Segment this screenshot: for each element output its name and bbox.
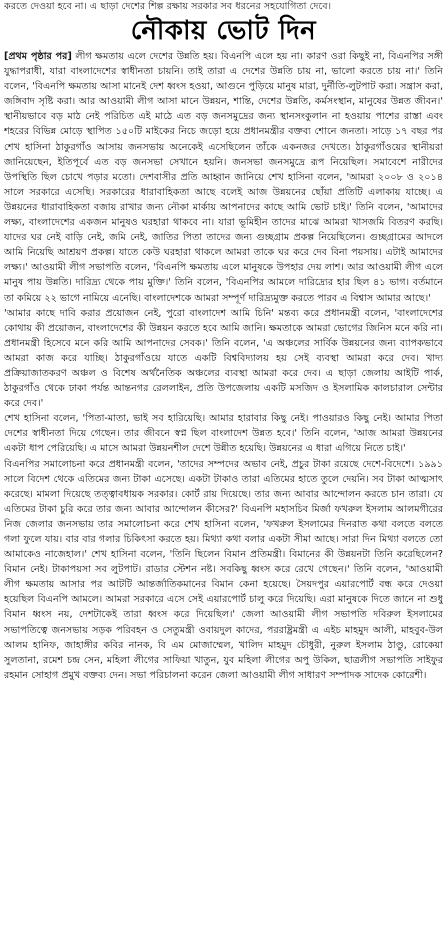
- article-paragraph: শেখ হাসিনা বলেন, 'পিতা-মাতা, ভাই সব হারিয়েছি। আমার হারাবার কিছু নেই। পাওয়ারও কিছু নেই। আমার পিতা দেশের স্বাধীনতা দিয়ে গেছেন। তার জীবনে স্বপ্ন ছিল বাংলাদেশ উন্নত হবে।' তিনি বলেন, 'আজ আমরা উন্নয়নের একটা ধাপ পেরিয়েছি। এ মাসে আমরা উন্নয়নশীল দেশে উন্নীত হয়েছি। উন্নয়নের এ ধারা এগিয়ে নিতে চাই।': [4, 413, 443, 455]
- paragraph-text: লীগ ক্ষমতায় এলে দেশের উন্নতি হয়। বিএনপি এলে হয় না। কারণ ওরা কিছুই না, বিএনপির সঙ্গী যুদ্ধাপরাধী, যারা বাংলাদেশের স্বাধীনতা চায়নি। তাই তারা এ দেশের উন্নতি চায় না, ভালো করতে চায় না।' তিনি বলেন, 'বিএনপি ক্ষমতায় আসা মানেই দেশ ধ্বংস হওয়া, আগুনে পুড়িয়ে মানুষ মারা, দুর্নীতি-লুটপাট করা। সন্ত্রাস করা, জঙ্গিবাদ সৃষ্টি করা। আর আওয়ামী লীগ আসা মানে উন্নয়ন, শান্তি, দেশের উন্নতি, কর্মসংস্থান, মানুষের উন্নত জীবন।' স্থানীয়ভাবে বড় মাঠ নেই পরিচিত এই মাঠে এত বড় জনসমুদ্রের জন্য স্থানসংকুলান না হওয়ায় পাশের রাস্তা এবং শহরের বিভিন্ন মোড়ে স্থাপিত ১৫০টি মাইকের নিচে জড়ো হয়ে প্রধানমন্ত্রীর বক্তব্য শোনে জনতা। সাড়ে ১৭ বছর পর শেখ হাসিনা ঠাকুরগাঁও আসায় জনসভায় অনেকেই এসেছিলেন তাঁকে একনজর দেখতে। ঠাকুরগাঁওয়ের স্থানীয়রা জানিয়েছেন, ইতিপূর্বে এত বড় জনসভা সেখানে হয়নি। জনসভা জনসমুদ্রে রূপ নিয়েছিল। সমাবেশে নারীদের উপস্থিতি ছিল চোখে পড়ার মতো। দেশবাসীর প্রতি আহ্বান জানিয়ে শেখ হাসিনা বলেন, 'আমরা ২০০৮ ও ২০১৪ সালে সরকারে এসেছি। সরকারের ধারাবাহিকতা আছে বলেই আজ উন্নয়নের ছোঁয়া প্রতিটি এলাকায় যাচ্ছে। এ উন্নয়নের ধারাবাহিকতা বজায় রাখার জন্য নৌকা মার্কায় আপনাদের কাছে আমি ভোট চাই।' তিনি বলেন, 'আমাদের লক্ষ্য, বাংলাদেশের একজন মানুষও ঘরহারা থাকবে না। যারা ভূমিহীন তাদের মাঝে আমরা খাসজমি বিতরণ করছি। যাদের ঘর নেই বাড়ি নেই, জমি নেই, জাতির পিতা তাদের জন্য গুচ্ছগ্রাম প্রকল্প নিয়েছিলেন। গুচ্ছগ্রামের আদলে আমি নিয়েছি আশ্রয়ণ প্রকল্প। যাতে কেউ ঘরহারা থাকলে আমরা তাকে ঘর করে দেব বিনা পয়সায়। এটাই আমাদের লক্ষ্য।' আওয়ামী লীগ সভাপতি বলেন, 'বিএনপি ক্ষমতায় এলে মানুষকে উপহার দেয় লাশ। আর আওয়ামী লীগ এলে মানুষ পায় উন্নতি। দারিদ্র্য থেকে পায় মুক্তি।' তিনি বলেন, 'বিএনপির আমলে দারিদ্র্যের হার ছিল ৪১ ভাগ। বর্তমানে তা কমিয়ে ২২ ভাগে নামিয়ে এনেছি। বাংলাদেশকে আমরা সম্পূর্ণ দারিদ্র্যমুক্ত করতে পারব এ বিশ্বাস আমার আছে।': [4, 51, 443, 304]
- article-headline: নৌকায় ভোট দিন: [130, 16, 317, 46]
- article-paragraph: 'আমার কাছে দাবি করার প্রয়োজন নেই, পুরো বাংলাদেশ আমি চিনি' মন্তব্য করে প্রধানমন্ত্রী বলেন, 'বাংলাদেশের কোথায় কী প্রয়োজন, বাংলাদেশের কী উন্নয়ন করতে হবে আমি জানি। ক্ষমতাকে আমরা ভোগের জিনিস মনে করি না। প্রধানমন্ত্রী হিসেবে মনে করি আমি আপনাদের সেবক।' তিনি বলেন, 'এ অঞ্চলের সার্বিক উন্নয়নের জন্য ব্যাপকভাবে আমরা কাজ করে যাচ্ছি। ঠাকুরগাঁওয়ে যাতে একটি বিশ্ববিদ্যালয় হয় সেই ব্যবস্থা আমরা করে দেব। খাদ্য প্রক্রিয়াজাতকরণ অঞ্চল ও বিশেষ অর্থনৈতিক অঞ্চলের ব্যবস্থা আমরা করে দেব। এ ছাড়া জেলায় আইটি পার্ক, ঠাকুরগাঁও থেকে ঢাকা পর্যন্ত আন্তনগর রেললাইন, প্রতি উপজেলায় একটি মসজিদ ও ইসলামিক কালচারাল সেন্টার করে দেব।': [4, 307, 443, 410]
- article-body: [4, 49, 443, 925]
- continued-text-line: করতে দেওয়া হবে না। এ ছাড়া দেশের শিল্প রক্ষায় সরকার সব ধরনের সহযোগিতা দেবে।: [4, 1, 331, 12]
- continuation-marker: [প্রথম পৃষ্ঠার পর]: [4, 51, 72, 62]
- article-paragraph: বিএনপির সমালোচনা করে প্রধানমন্ত্রী বলেন, 'তাদের সম্পদের অভাব নেই, প্রচুর টাকা রয়েছে দেশে-বিদেশে। ১৯৯১ সালে বিদেশ থেকে এতিমের জন্য টাকা এসেছে। একটা টাকাও তারা এতিমের হাতে তুলে দেয়নি। সব টাকা আত্মসাৎ করেছে। মামলা দিয়েছে তত্ত্বাবধায়ক সরকার। কোর্ট রায় দিয়েছে। তার জন্য আবার আন্দোলন করতে চান তারা। যে এতিমের টাকা চুরি করে তার জন্য আবার আন্দোলন কীসের?' বিএনপি মহাসচিব মির্জা ফখরুল ইসলাম আলমগীরের নিজ জেলার জনসভায় তার সমালোচনা করে শেখ হাসিনা বলেন, 'ফখরুল ইসলামের দিনরাত কথা বলতে বলতে গলা ফুলে যায়। বার বার গলার চিকিৎসা করতে হয়। মিথ্যা কথা বলার একটা সীমা আছে। সারা দিন মিথ্যা বলতে তো আমাকেও নাজেহাল।' শেখ হাসিনা বলেন, 'তিনি ছিলেন বিমান প্রতিমন্ত্রী। বিমানের কী উন্নয়নটা তিনি করেছিলেন? বিমান নেই। টাকাপয়সা সব লুটপাট। রাডার স্টেশন নষ্ট। সবকিছু ধ্বংস করে রেখে গেছেন।' তিনি বলেন, 'আওয়ামী লীগ ক্ষমতায় আসার পর আটটি আন্তর্জাতিকমানের বিমান কেনা হয়েছে। সৈয়দপুর এয়ারপোর্ট বন্ধ করে দেওয়া হয়েছিল বিএনপি আমলে। আমরা সরকারে এসে সেই এয়ারপোর্ট চালু করে দিয়েছি। এরা মানুষকে দিতে জানে না শুধু বিমান ধ্বংস নয়, দেশটাকেই তারা ধ্বংস করে দিয়েছিল।' জেলা আওয়ামী লীগ সভাপতি দবিরুল ইসলামের সভাপতিত্বে জনসভায় সড়ক পরিবহন ও সেতুমন্ত্রী ওবায়দুল কাদের, পররাষ্ট্রমন্ত্রী এ এইচ মাহমুদ আলী, মাহবুব-উল আলম হানিফ, জাহাঙ্গীর কবির নানক, বি এম মোজাম্মেল, খালিদ মাহমুদ চৌধুরী, নুরুল ইসলাম ঠাণ্ডু, রোকেয়া সুলতানা, রমেশ চন্দ্র সেন, মহিলা লীগের সাফিয়া খাতুন, যুব মহিলা লীগের অপু উকিল, ছাত্রলীগ সভাপতি সাইফুর রহমান সোহাগ প্রমুখ বক্তব্য দেন। সভা পরিচালনা করেন জেলা আওয়ামী লীগ সাধারণ সম্পাদক সাদেক কোরেশী।: [4, 458, 443, 681]
- article-paragraph: [4, 49, 443, 306]
